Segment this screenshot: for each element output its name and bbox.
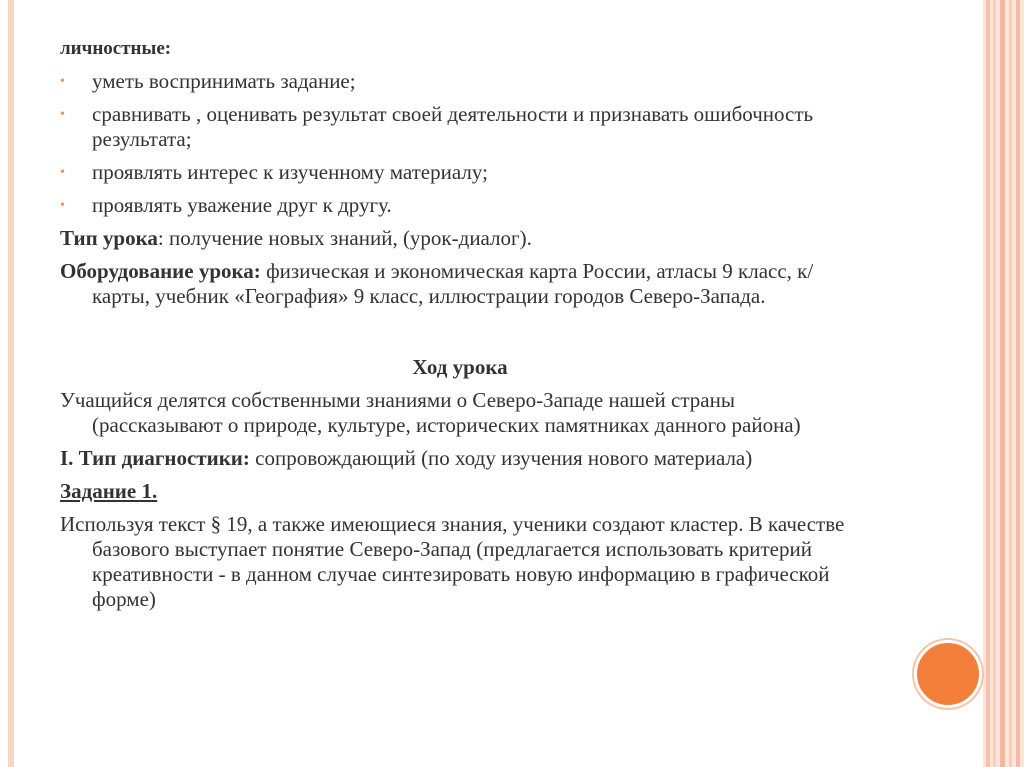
task1-heading-text: Задание 1. [60,479,158,503]
bullet-icon: • [60,74,65,89]
list-item-text: проявлять интерес к изученному материалу; [92,160,488,184]
list-item [60,102,860,152]
left-frame-stripe [8,0,14,767]
diagnostics [60,446,860,471]
bullet-icon: • [60,165,65,180]
lesson-type-text: : получение новых знаний, (урок-диалог). [157,226,532,250]
equipment-label: Оборудование урока: [60,259,261,283]
course-heading: Ход урока [412,355,508,379]
decorative-circle-icon [914,640,982,708]
list-item [60,193,860,218]
list-item [60,69,860,94]
list-item-text: сравнивать , оценивать результат своей деятельности и признавать ошибочность результата; [92,102,814,151]
equipment-text: физическая и экономическая карта России, атласы 9 класс, к/карты, учебник «География» 9 класс, иллюстрации городов Северо-Запада. [92,259,814,308]
lesson-type-label: Тип урока [60,226,158,250]
list-item-text: уметь воспринимать задание; [92,69,356,93]
right-stripe [1016,0,1020,767]
personal-heading: личностные: [60,38,172,59]
diagnostics-label: I. Тип диагностики: [60,446,250,470]
slide-content [60,36,860,620]
right-stripe [986,0,990,767]
list-item-text: проявлять уважение друг к другу. [92,193,392,217]
list-item [60,160,860,185]
right-stripe [1000,0,1005,767]
bullet-icon: • [60,107,65,122]
equipment [60,259,860,309]
right-stripe [993,0,996,767]
course-intro: Учащийся делятся собственными знаниями о Северо-Западе нашей страны (рассказывают о природе, культуре, исторических памятниках данного района) [60,388,801,437]
personal-list [60,69,860,218]
task1-heading [60,479,860,504]
lesson-type [60,226,860,251]
task1-text: Используя текст § 19, а также имеющиеся знания, ученики создают кластер. В качестве базового выступает понятие Северо-Запад (предлагается использовать критерий креативности - в данном случае синтезировать новую информацию в графической форме) [60,512,845,611]
right-stripe [1009,0,1012,767]
bullet-icon: • [60,198,65,213]
diagnostics-text: сопровождающий (по ходу изучения нового материала) [249,446,753,470]
